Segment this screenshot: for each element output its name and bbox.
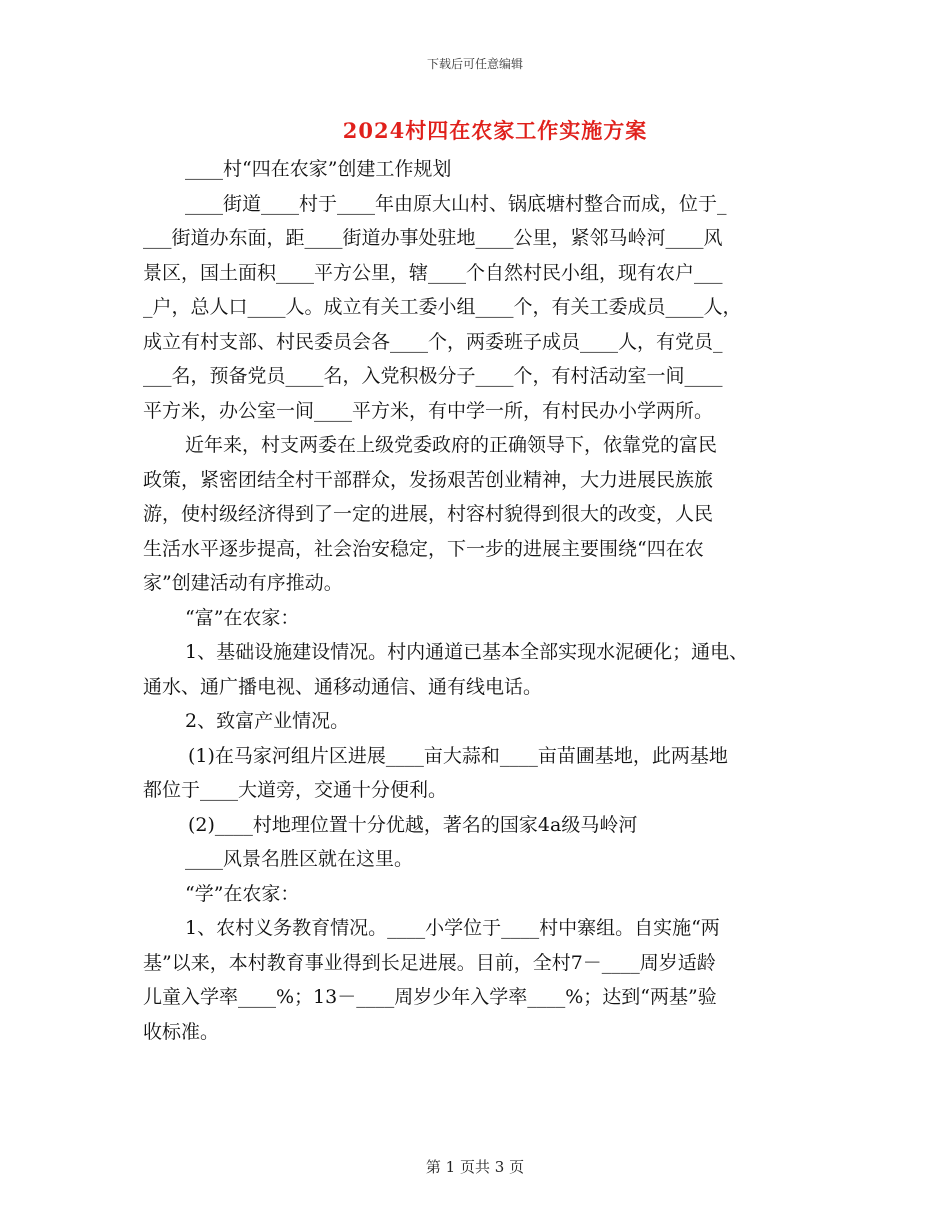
text-line: 通水、通广播电视、通移动通信、通有线电话。 [143,675,543,698]
text-line: 2、致富产业情况。 [185,710,350,732]
document-body [143,152,823,1049]
text-line: (2)____村地理位置十分优越，著名的国家4a级马岭河 [188,813,638,836]
header-note: 下载后可任意编辑 [426,57,523,71]
text-line: 家”创建活动有序推动。 [143,572,343,594]
text-line: 政策，紧密团结全村干部群众，发扬艰苦创业精神，大力进展民族旅 [143,468,714,491]
text-line: 成立有村支部、村民委员会各____个，两委班子成员____人，有党员_ [143,330,723,353]
text-line: 平方米，办公室一间____平方米，有中学一所，有村民办小学两所。 [143,399,714,422]
text-line: 近年来，村支两委在上级党委政府的正确领导下，依靠党的富民 [185,434,718,456]
text-line: (1)在马家河组片区进展____亩大蒜和____亩苗圃基地，此两基地 [188,744,728,767]
text-line: ____风景名胜区就在这里。 [185,848,414,870]
document-title: 2024村四在农家工作实施方案 [342,118,648,143]
text-line: 基”以来，本村教育事业得到长足进展。目前，全村7－____周岁适龄 [143,951,716,974]
text-line: 景区，国土面积____平方公里，辖____个自然村民小组，现有农户___ [143,261,723,284]
text-line: 收标准。 [143,1020,220,1043]
section-heading: “学”在农家： [185,882,300,905]
text-line: 儿童入学率____%；13－____周岁少年入学率____%；达到“两基”验 [143,986,717,1008]
text-line: 都位于____大道旁，交通十分便利。 [143,779,448,801]
text-line: ____村“四在农家”创建工作规划 [185,158,452,180]
text-line: 1、农村义务教育情况。____小学位于____村中寨组。自实施“两 [185,917,720,939]
text-line: ____街道____村于____年由原大山村、锅底塘村整合而成，位于_ [185,192,727,215]
text-line: 1、基础设施建设情况。村内通道已基本全部实现水泥硬化；通电、 [185,641,749,663]
text-line: ___街道办东面，距____街道办事处驻地____公里，紧邻马岭河____风 [143,227,723,249]
section-heading: “富”在农家： [185,606,300,629]
text-line: 游，使村级经济得到了一定的进展，村容村貌得到很大的改变，人民 [143,503,714,525]
text-line: _户，总人口____人。成立有关工委小组____个，有关工委成员____人， [143,296,742,318]
text-line: ___名，预备党员____名，入党积极分子____个，有村活动室一间____ [143,365,723,387]
text-line: 生活水平逐步提高，社会治安稳定，下一步的进展主要围绕“四在农 [143,537,704,560]
page-footer: 第 1 页共 3 页 [425,1158,525,1176]
